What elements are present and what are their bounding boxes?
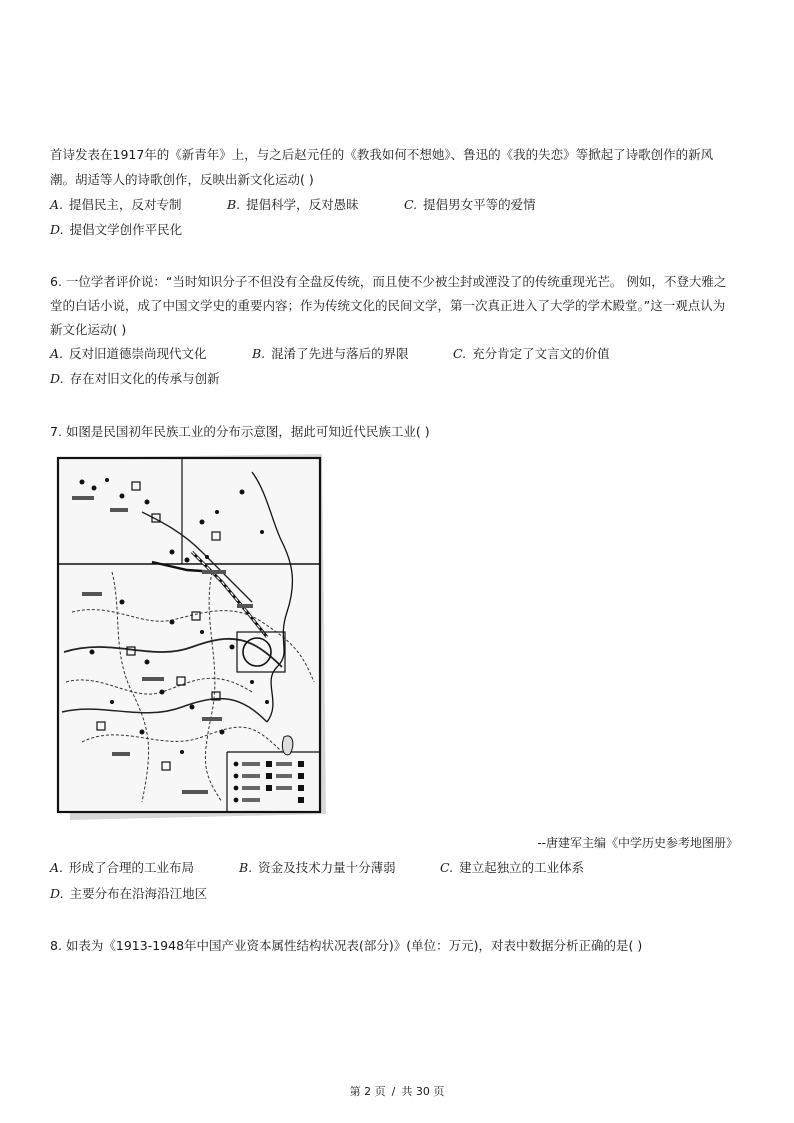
q5-option-c[interactable]: C. 提倡男女平等的爱情 [404,197,536,212]
q6-text-line-3: 新文化运动( ) [50,322,127,337]
q5-option-a[interactable]: A. 提倡民主，反对专制 [50,197,182,212]
q7-option-d[interactable]: D. 主要分布在沿海沿江地区 [50,886,208,901]
industry-distribution-map-image [52,452,328,822]
q7-option-b[interactable]: B. 资金及技术力量十分薄弱 [239,860,396,875]
q8-text-line-1: 8. 如表为《1913-1948年中国产业资本属性结构状况表(部分)》(单位：万元)，对表中数据分析正确的是( ) [50,938,643,953]
q5-options-row [50,196,536,214]
q5-option-b[interactable]: B. 提倡科学，反对愚昧 [227,197,359,212]
page-footer [0,1083,794,1099]
q6-option-b[interactable]: B. 混淆了先进与落后的界限 [252,346,409,361]
page-number: 第 2 页 [349,1085,386,1098]
q7-option-a[interactable]: A. 形成了合理的工业布局 [50,860,195,875]
map-source-caption: --唐建军主编《中学历史参考地图册》 [537,836,738,850]
q6-option-c[interactable]: C. 充分肯定了文言文的价值 [453,346,610,361]
q7-text-line-1: 7. 如图是民国初年民族工业的分布示意图，据此可知近代民族工业( ) [50,424,430,439]
q5-text-line-2: 潮。胡适等人的诗歌创作，反映出新文化运动( ) [50,172,314,187]
q6-option-a[interactable]: A. 反对旧道德崇尚现代文化 [50,346,207,361]
q7-option-c[interactable]: C. 建立起独立的工业体系 [440,860,585,875]
q7-options-row [50,859,584,877]
q6-option-d[interactable]: D. 存在对旧文化的传承与创新 [50,371,220,386]
q6-text-line-2: 堂的白话小说，成了中国文学史的重要内容；作为传统文化的民间文学，第一次真正进入了大学的学术殿堂。”这一观点认为 [50,298,726,313]
page-total: 共 30 页 [401,1085,445,1098]
q5-option-d[interactable]: D. 提倡文学创作平民化 [50,222,183,237]
q6-text-line-1: 6. 一位学者评价说：“当时知识分子不但没有全盘反传统，而且使不少被尘封或湮没了的传统重现光芒。 例如，不登大雅之 [50,274,727,289]
q5-text-line-1: 首诗发表在1917年的《新青年》上，与之后赵元任的《教我如何不想她》、鲁迅的《我的失恋》等掀起了诗歌创作的新风 [50,147,714,162]
q6-options-row [50,345,610,363]
page-separator: / [391,1085,396,1098]
